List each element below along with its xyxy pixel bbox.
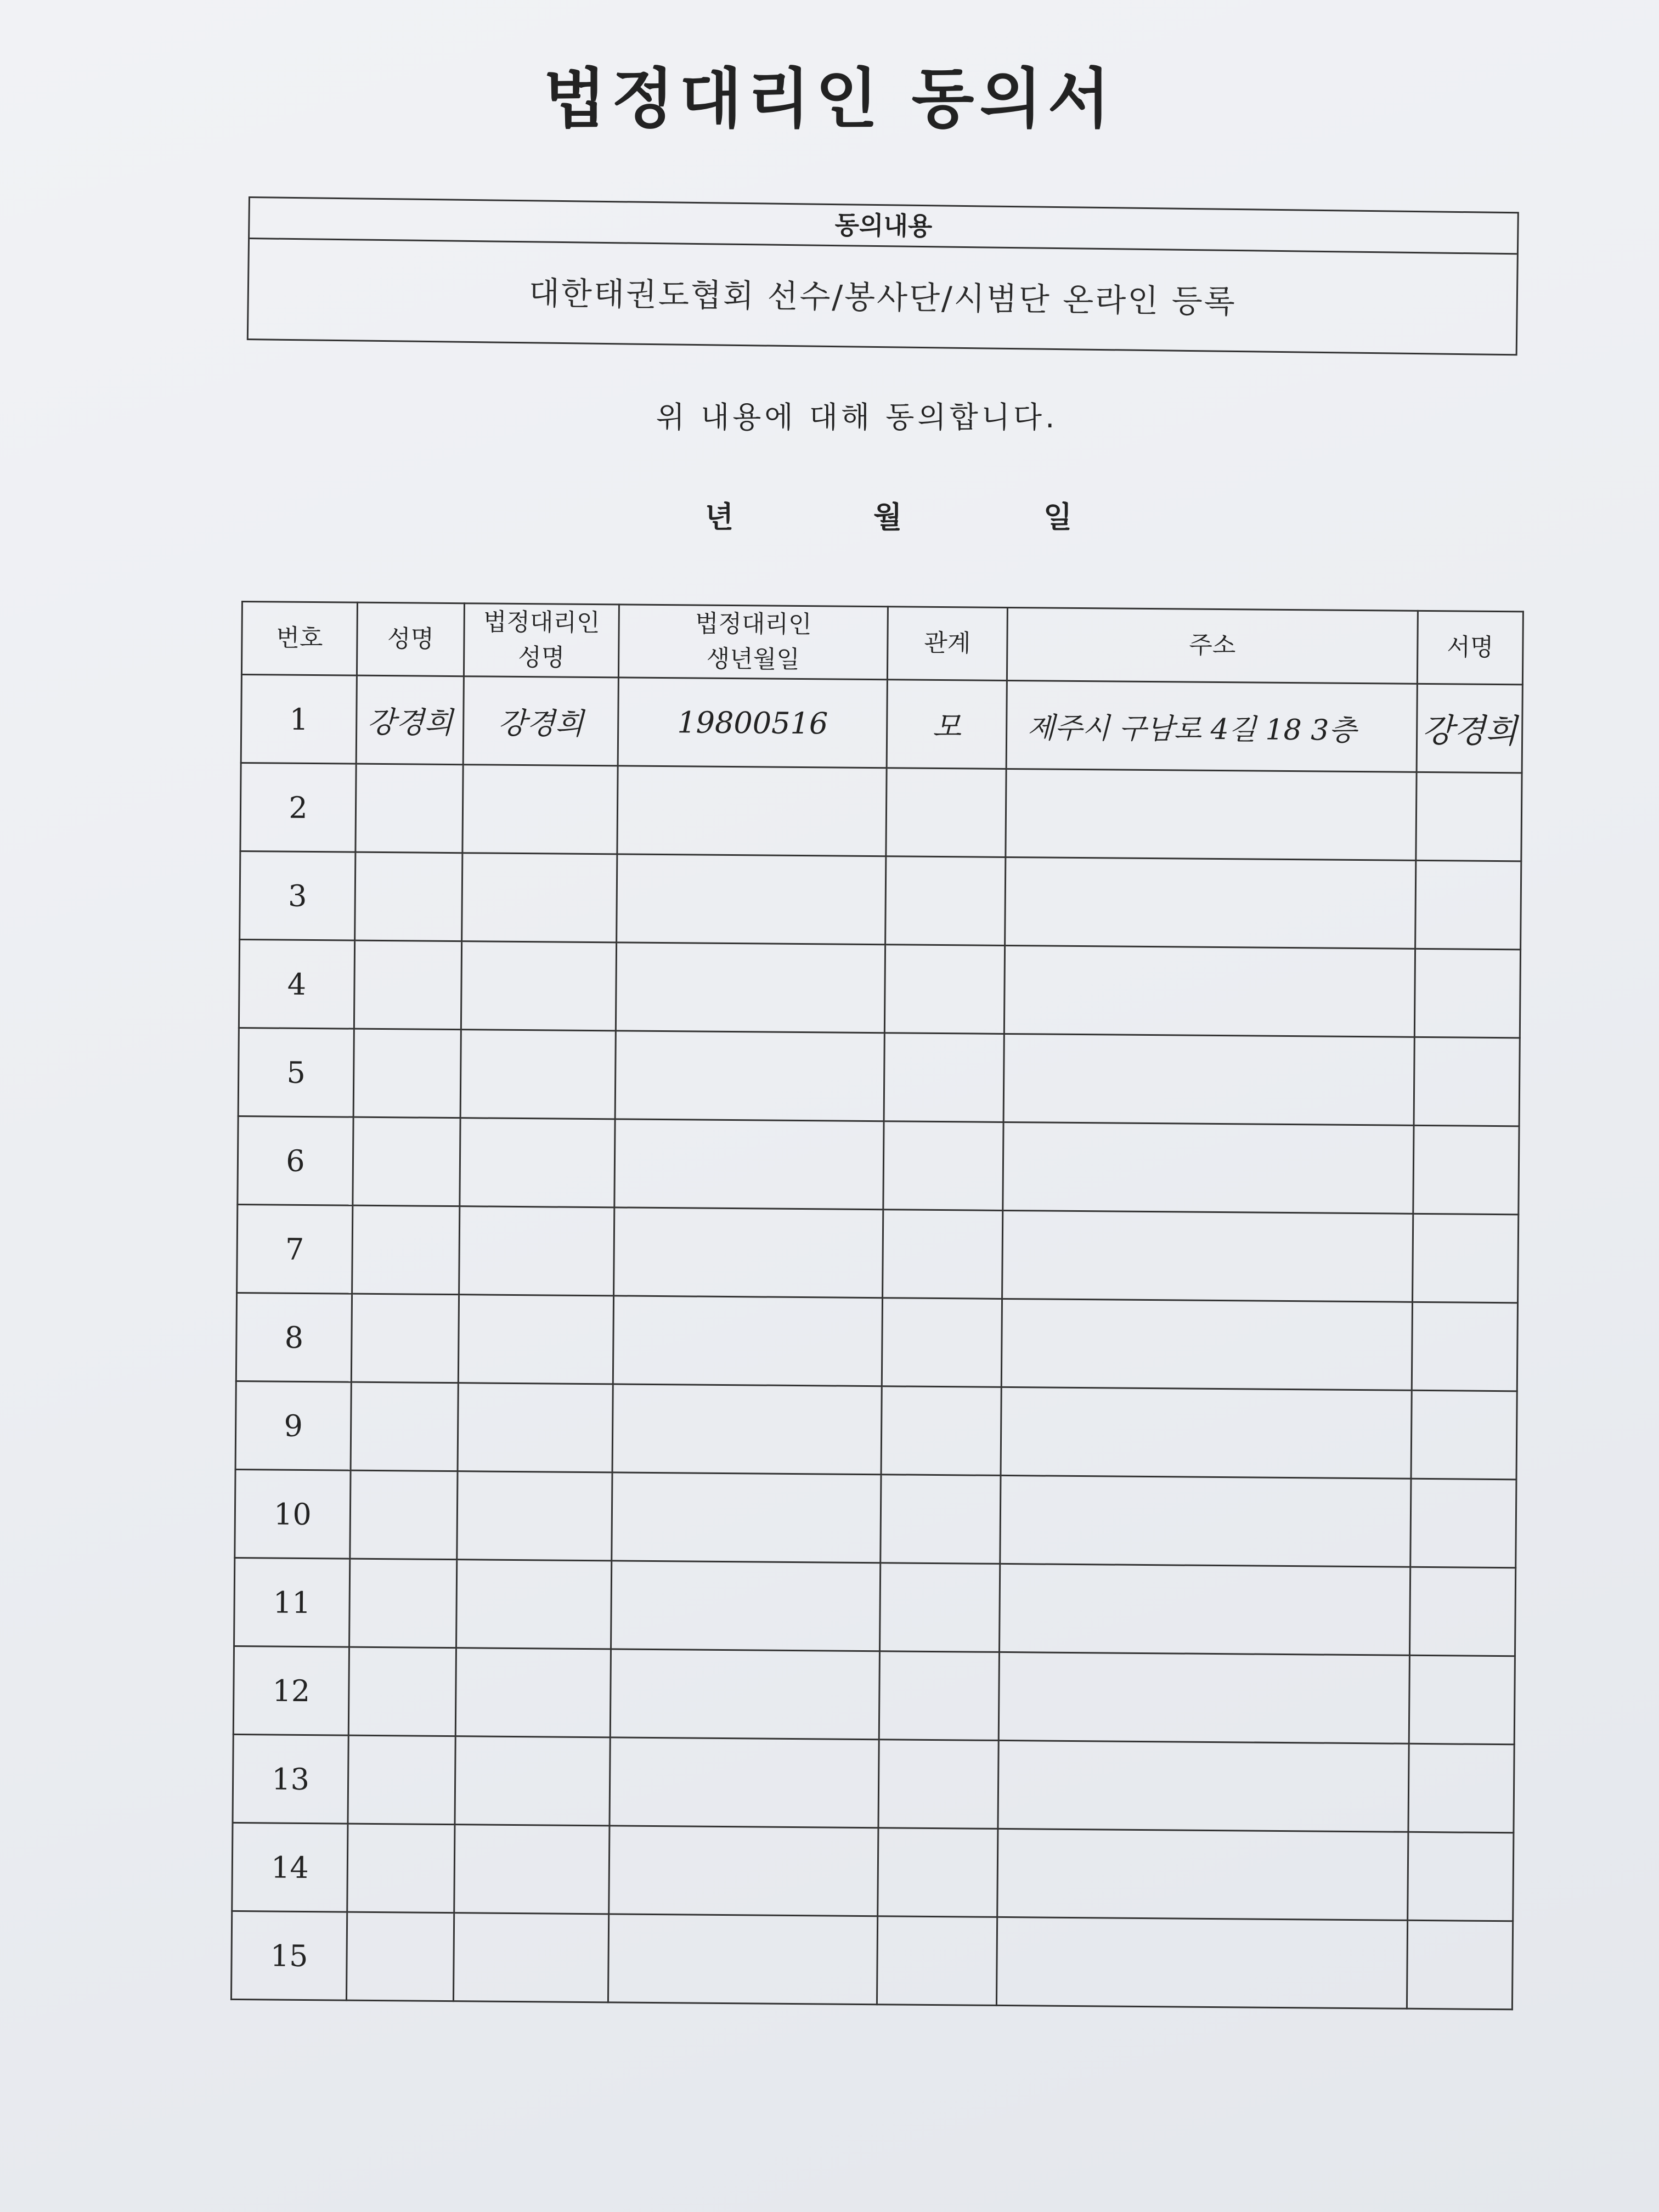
header-guardian-birth-line1: 법정대리인 xyxy=(695,610,812,639)
cell-guardian-name xyxy=(455,1736,610,1826)
cell-no: 11 xyxy=(234,1558,350,1647)
cell-guardian-birth xyxy=(612,1384,882,1475)
cell-signature xyxy=(1415,860,1521,950)
header-guardian-name-line2: 성명 xyxy=(517,643,565,672)
cell-address xyxy=(997,1829,1408,1920)
cell-no: 6 xyxy=(238,1116,353,1205)
table-row xyxy=(241,675,1522,773)
cell-guardian-birth: 19800516 xyxy=(618,678,887,768)
cell-signature: 강경희 xyxy=(1417,684,1522,773)
cell-no: 2 xyxy=(240,763,356,853)
cell-name xyxy=(348,1647,456,1736)
cell-relation xyxy=(877,1916,997,2006)
cell-guardian-birth xyxy=(614,1119,884,1210)
cell-relation xyxy=(879,1651,999,1741)
table-row xyxy=(235,1469,1516,1567)
header-name: 성명 xyxy=(357,602,464,676)
cell-name xyxy=(354,940,461,1030)
table-row xyxy=(239,939,1520,1037)
cell-address xyxy=(1006,769,1417,860)
cell-guardian-name xyxy=(454,1825,610,1914)
cell-relation xyxy=(883,1210,1003,1299)
cell-guardian-birth xyxy=(610,1649,879,1740)
cell-name xyxy=(347,1824,455,1913)
cell-signature xyxy=(1412,1302,1517,1391)
cell-address xyxy=(1002,1210,1413,1302)
table-row xyxy=(238,1028,1520,1126)
cell-relation xyxy=(884,1033,1004,1122)
cell-relation xyxy=(885,856,1006,946)
table-row xyxy=(233,1646,1515,1744)
table-row xyxy=(236,1293,1517,1391)
table-header-row xyxy=(241,602,1523,685)
table-row xyxy=(232,1822,1514,1921)
consent-body: 대한태권도협회 선수/봉사단/시범단 온라인 등록 xyxy=(528,274,1237,321)
cell-relation xyxy=(883,1121,1003,1211)
cell-relation xyxy=(881,1386,1001,1476)
signers-table xyxy=(230,601,1524,2010)
cell-relation xyxy=(886,768,1006,857)
table-row xyxy=(240,851,1521,949)
cell-name xyxy=(346,1912,454,2001)
cell-name xyxy=(355,852,462,941)
cell-no: 3 xyxy=(240,851,356,940)
cell-signature xyxy=(1413,1214,1519,1303)
cell-address xyxy=(1001,1387,1412,1479)
cell-guardian-name: 강경희 xyxy=(463,676,618,766)
cell-name xyxy=(351,1382,458,1471)
cell-guardian-name xyxy=(460,1118,615,1207)
header-relation: 관계 xyxy=(887,607,1007,681)
header-guardian-birth-line2: 생년월일 xyxy=(706,645,800,674)
cell-name xyxy=(349,1559,457,1648)
cell-no: 12 xyxy=(233,1646,349,1735)
cell-signature xyxy=(1411,1390,1517,1480)
date-day-label: 일 xyxy=(1043,500,1073,534)
cell-name xyxy=(352,1205,460,1295)
table-row xyxy=(238,1116,1519,1214)
header-signature: 서명 xyxy=(1417,611,1523,685)
cell-guardian-birth xyxy=(615,1031,884,1121)
header-address: 주소 xyxy=(1007,607,1418,684)
cell-guardian-birth xyxy=(609,1826,878,1916)
cell-no: 14 xyxy=(232,1822,348,1912)
cell-address: 제주시 구남로 4길 18 3층 xyxy=(1006,680,1417,772)
cell-no: 15 xyxy=(231,1911,347,2000)
cell-address xyxy=(1000,1475,1411,1567)
cell-relation: 모 xyxy=(887,680,1007,769)
cell-name xyxy=(348,1735,455,1825)
cell-guardian-name xyxy=(458,1383,613,1472)
cell-relation xyxy=(879,1563,1000,1652)
cell-signature xyxy=(1410,1479,1516,1568)
table-row xyxy=(240,763,1522,861)
cell-guardian-name xyxy=(456,1560,612,1649)
header-guardian-name xyxy=(464,603,619,678)
cell-signature xyxy=(1409,1567,1515,1656)
cell-signature xyxy=(1408,1743,1514,1833)
cell-name xyxy=(350,1470,458,1560)
cell-name xyxy=(356,764,463,853)
cell-relation xyxy=(882,1298,1002,1387)
cell-no: 9 xyxy=(235,1381,351,1470)
cell-name xyxy=(353,1117,460,1206)
cell-guardian-birth xyxy=(617,854,886,945)
cell-address xyxy=(1004,945,1415,1037)
cell-name xyxy=(353,1029,461,1118)
cell-guardian-birth xyxy=(617,766,887,856)
cell-guardian-name xyxy=(462,853,617,943)
page-title: 법정대리인 동의서 xyxy=(543,61,1116,137)
cell-address xyxy=(1003,1034,1414,1125)
cell-name: 강경희 xyxy=(356,675,464,765)
cell-no: 1 xyxy=(241,675,357,764)
date-year-label: 년 xyxy=(705,500,734,534)
cell-no: 4 xyxy=(239,939,354,1029)
cell-address xyxy=(999,1564,1410,1655)
cell-guardian-name xyxy=(459,1206,614,1296)
table-row xyxy=(233,1734,1514,1832)
cell-address xyxy=(998,1652,1409,1743)
cell-guardian-birth xyxy=(611,1561,881,1651)
cell-signature xyxy=(1409,1655,1515,1745)
consent-header: 동의내용 xyxy=(250,198,1517,255)
cell-no: 5 xyxy=(238,1028,354,1117)
header-guardian-name-line1: 법정대리인 xyxy=(483,608,600,637)
table-row xyxy=(231,1911,1513,2009)
cell-signature xyxy=(1408,1832,1514,1921)
cell-signature xyxy=(1413,1125,1519,1215)
cell-signature xyxy=(1414,1037,1520,1126)
cell-address xyxy=(1001,1299,1412,1390)
cell-guardian-birth xyxy=(614,1207,883,1298)
header-no: 번호 xyxy=(241,602,357,676)
cell-relation xyxy=(881,1475,1001,1564)
date-month-label: 월 xyxy=(873,500,902,534)
cell-signature xyxy=(1407,1920,1513,2010)
cell-signature xyxy=(1416,772,1522,861)
header-guardian-birth xyxy=(618,605,888,680)
cell-guardian-birth xyxy=(616,943,885,1033)
cell-guardian-name xyxy=(458,1295,613,1384)
cell-guardian-name xyxy=(453,1913,608,2002)
cell-guardian-birth xyxy=(612,1472,881,1563)
cell-guardian-name xyxy=(460,1030,616,1119)
cell-address xyxy=(998,1740,1409,1832)
cell-relation xyxy=(884,945,1005,1034)
cell-no: 10 xyxy=(235,1469,351,1559)
signers-table-wrap xyxy=(230,601,1522,2010)
cell-guardian-name xyxy=(462,765,618,854)
cell-no: 8 xyxy=(236,1293,352,1382)
cell-guardian-name xyxy=(455,1648,611,1737)
cell-address xyxy=(1003,1122,1414,1214)
table-row xyxy=(237,1204,1519,1302)
cell-no: 7 xyxy=(237,1204,353,1294)
cell-address xyxy=(1005,857,1416,949)
cell-guardian-birth xyxy=(613,1296,882,1386)
cell-relation xyxy=(878,1828,998,1917)
table-row xyxy=(235,1381,1517,1479)
cell-guardian-name xyxy=(457,1471,612,1561)
cell-address xyxy=(996,1917,1407,2008)
table-row xyxy=(234,1558,1516,1656)
cell-guardian-birth xyxy=(610,1737,879,1828)
table-body xyxy=(231,675,1522,2010)
agree-statement: 위 내용에 대해 동의합니다. xyxy=(656,400,1058,435)
cell-guardian-birth xyxy=(608,1914,877,2005)
cell-name xyxy=(351,1294,459,1383)
cell-no: 13 xyxy=(233,1734,348,1824)
cell-relation xyxy=(878,1740,998,1829)
cell-signature xyxy=(1414,949,1520,1038)
consent-box xyxy=(247,196,1519,356)
cell-guardian-name xyxy=(461,941,616,1031)
